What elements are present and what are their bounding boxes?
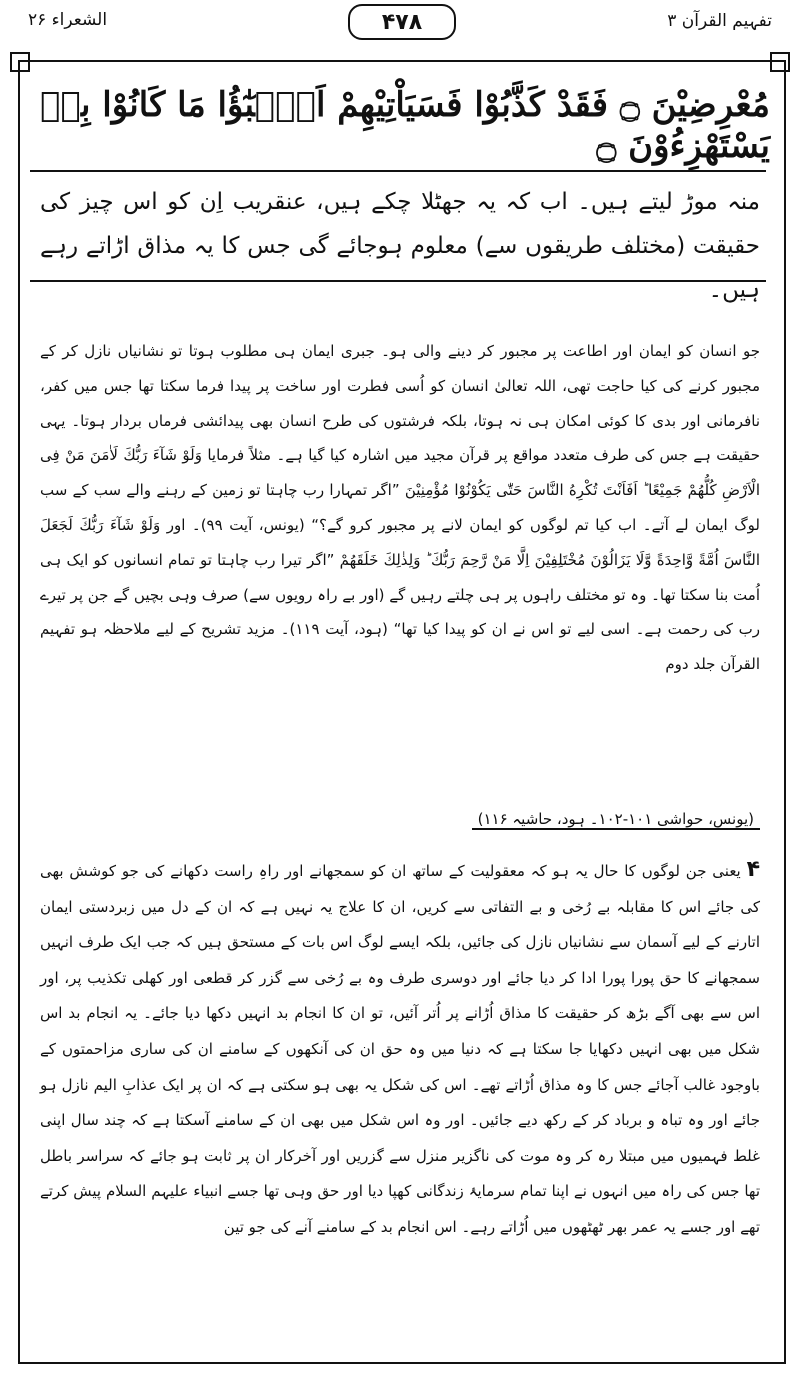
ayah-translation: منہ موڑ لیتے ہیں۔ اب کہ یہ جھٹلا چکے ہیں، عنقریب اِن کو اس چیز کی حقیقت (مختلف طریقوں سے) معلوم ہوجائے گی جس کا یہ مذاق اڑاتے رہے ہیں۔ [40,189,760,303]
commentary-section [40,334,760,682]
cross-reference: (یونس، حواشی ۱۰۱-۱۰۲۔ ہود، حاشیہ ۱۱۶) [472,810,760,830]
footnote-section [40,852,760,1246]
divider [30,170,766,172]
page-number: ۴۷۸ [348,4,456,40]
quran-ayah: مُعْرِضِيْنَ ۝ فَقَدْ كَذَّبُوْا فَسَيَاْتِيْهِمْ اَنْۢبٰٓؤُا مَا كَانُوْا بِهٖ يَسْتَهْزِءُوْنَ ۝ [40,85,770,166]
commentary-paragraph: جو انسان کو ایمان اور اطاعت پر مجبور کر دینے والی ہو۔ جبری ایمان ہی مطلوب ہوتا تو نشانیاں نازل کر کے مجبور کرنے کی کیا حاجت تھی، اللہ تعالیٰ انسان کو اُسی فطرت اور ساخت پر پیدا فرما سکتا تھا جس میں کفر، نافرمانی اور بدی کا کوئی امکان ہی نہ ہوتا، بلکہ فرشتوں کی طرح انسان بھی پیدائشی فرماں بردار ہوتا۔ یہی حقیقت ہے جس کی طرف متعدد مواقع پر قرآن مجید میں اشارہ کیا گیا ہے۔ مثلاً فرمایا وَلَوْ شَآءَ رَبُّكَ لَاٰمَنَ مَنْ فِى الْاَرْضِ كُلُّهُمْ جَمِيْعًا ؕ اَفَاَنْتَ تُكْرِهُ النَّاسَ حَتّٰى يَكُوْنُوْا مُؤْمِنِيْنَ ”اگر تمہارا رب چاہتا تو زمین کے رہنے والے سب کے سب لوگ ایمان لے آتے۔ اب کیا تم لوگوں کو ایمان لانے پر مجبور کرو گے؟“ (یونس، آیت ۹۹)۔ اور وَلَوْ شَآءَ رَبُّكَ لَجَعَلَ النَّاسَ اُمَّةً وَّاحِدَةً وَّلَا يَزَالُوْنَ مُخْتَلِفِيْنَ اِلَّا مَنْ رَّحِمَ رَبُّكَ ؕ وَلِذٰلِكَ خَلَقَهُمْ ”اگر تیرا رب چاہتا تو تمام انسانوں کو ایک ہی اُمت بنا سکتا تھا۔ وہ تو مختلف راہوں پر ہی چلتے رہیں گے (اور بے راہ رویوں سے) صرف وہی بچیں گے جن پر تیرے رب کی رحمت ہے۔ اسی لیے تو اس نے ان کو پیدا کیا تھا“ (ہود، آیت ۱۱۹)۔ مزید تشریح کے لیے ملاحظہ ہو تفہیم القرآن جلد دوم [40,342,760,674]
book-title: تفہیم القرآن ۳ [667,11,772,31]
footnote-text: یعنی جن لوگوں کا حال یہ ہو کہ معقولیت کے ساتھ ان کو سمجھانے اور راہِ راست دکھانے کی جو کوشش بھی کی جائے اس کا مقابلہ بے رُخی و بے التفاتی سے کریں، ان کا علاج یہ نہیں ہے کہ ان کے دل میں زبردستی ایمان اتارنے کے لیے آسمان سے نشانیاں نازل کی جائیں، بلکہ ایسے لوگ اس بات کے مستحق ہیں کہ جب ایک طرف انہیں سمجھانے کا حق پورا پورا ادا کر دیا جائے اور دوسری طرف وہ بے رُخی سے گزر کر قطعی اور کھلی تکذیب پر، اور اس سے بھی آگے بڑھ کر حقیقت کا مذاق اُڑانے پر اُتر آئیں، تو ان کا انجام بد انہیں دکھا دیا جائے۔ یہ انجام بد اس شکل میں بھی انہیں دکھایا جا سکتا ہے کہ دنیا میں وہ حق ان کی آنکھوں کے سامنے ان کی ساری مزاحمتوں کے باوجود غالب آجائے جس کا وہ مذاق اُڑاتے تھے۔ اس کی شکل یہ بھی ہو سکتی ہے کہ ان پر ایک عذابِ الیم نازل ہو جائے اور وہ تباہ و برباد کر کے رکھ دیے جائیں۔ اور وہ اس شکل میں بھی ان کے سامنے آسکتا ہے کہ چند سال اپنی غلط فہمیوں میں مبتلا رہ کر وہ موت کی ناگزیر منزل سے گزریں اور آخرکار ان پر ثابت ہو جائے کہ سراسر باطل تھا جس کی راہ میں انہوں نے اپنا تمام سرمایۂ زندگانی کھپا دیا اور حق وہی تھا جسے انبیاء علیہم السلام پیش کرتے تھے اور جسے یہ عمر بھر ٹھٹھوں میں اُڑاتے رہے۔ اس انجام بد کے سامنے آنے کی جو تین [40,862,760,1236]
footnote-number: ۴ [746,857,760,882]
frame-corner-ornament [770,52,790,72]
footnote-paragraph [40,852,760,1246]
divider [30,280,766,282]
page-header [0,0,800,40]
surah-reference: الشعراء ۲۶ [28,10,108,30]
frame-corner-ornament [10,52,30,72]
